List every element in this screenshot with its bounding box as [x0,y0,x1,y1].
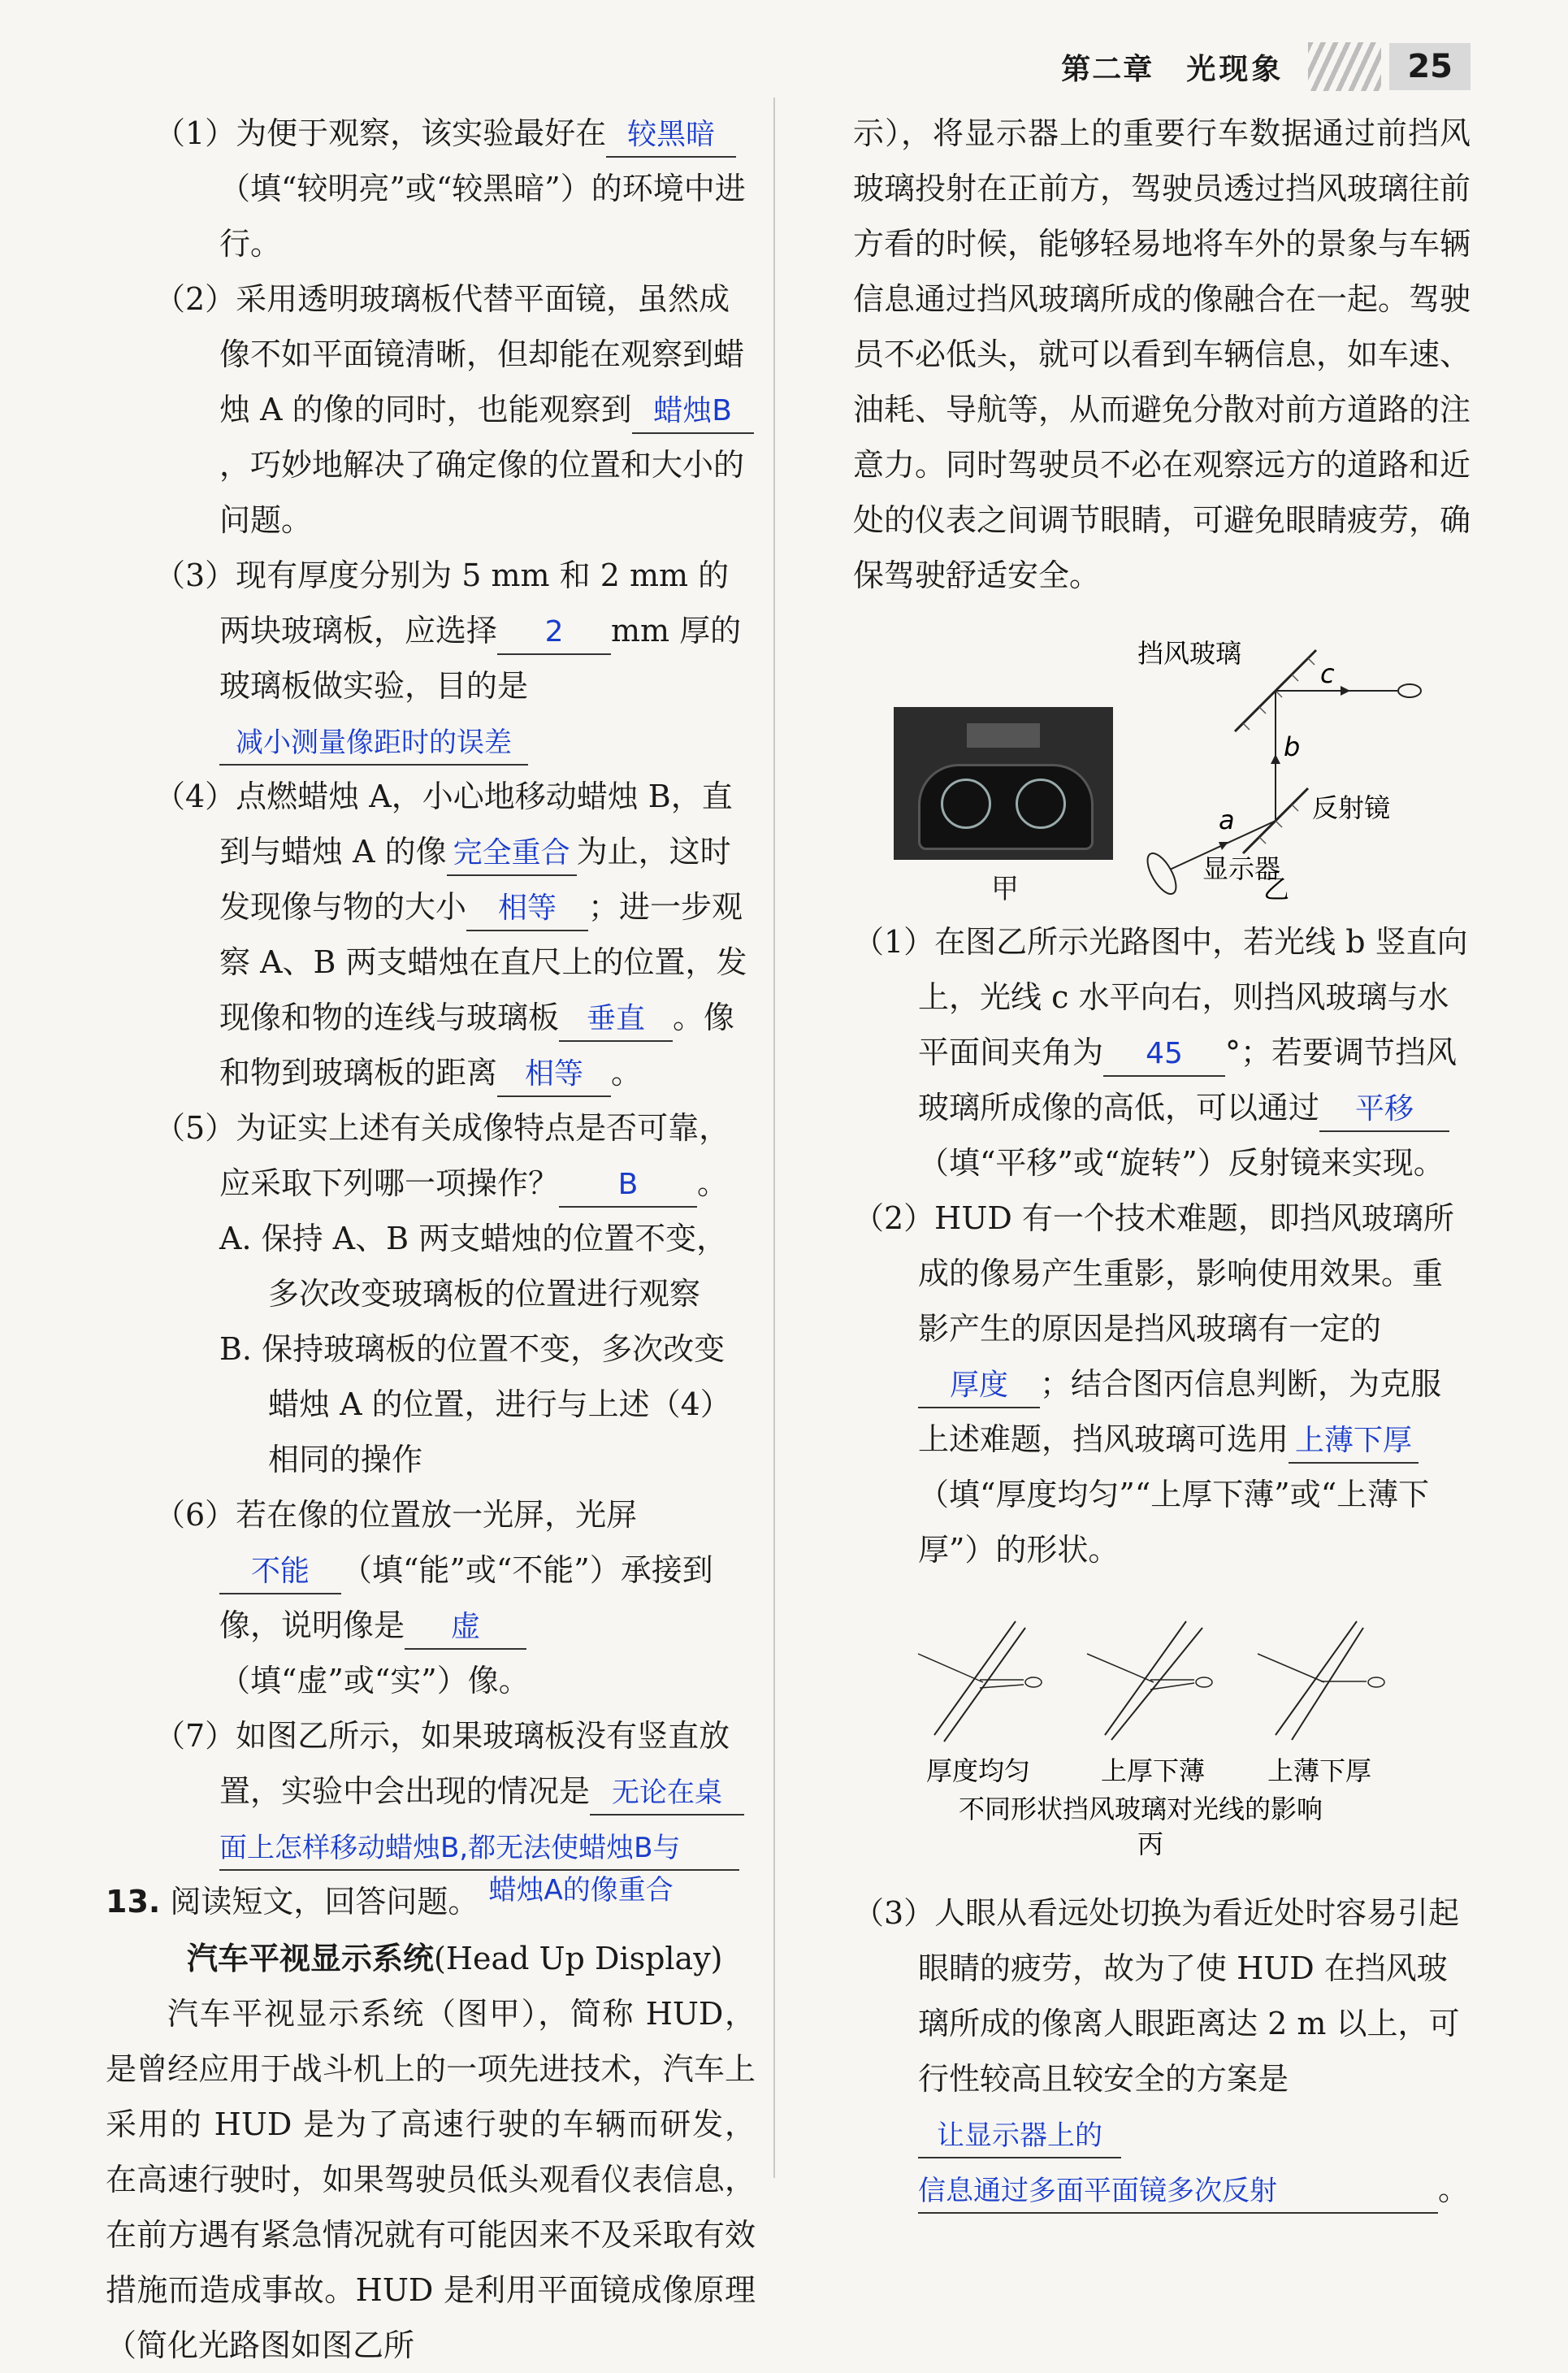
q6-tail: （填“虚”或“实”）像。 [219,1663,530,1698]
q3-answer-1: 2 [497,611,611,655]
hud-q1-answer-1: 45 [1103,1033,1225,1077]
q5-answer: B [559,1164,697,1208]
q1-answer: 较黑暗 [606,114,736,158]
q13-title-line [154,1931,756,1986]
hud-question-2 [853,1191,1471,1577]
q3-text: （3）现有厚度分别为 5 mm 和 2 mm 的两块玻璃板，应选择 [154,557,730,649]
q3-answer-2: 减小测量像距时的误差 [219,722,528,766]
q2-tail: ，巧妙地解决了确定像的位置和大小的问题。 [219,447,745,538]
q5-text: （5）为证实上述有关成像特点是否可靠，应采取下列哪一项操作？ [154,1110,730,1201]
mirror-hatching [1259,805,1298,844]
figure-row-jia-yi [894,634,1462,905]
display-icon [1142,849,1182,898]
label-b: b [1284,731,1301,762]
hud-q3-text: （3）人眼从看远处切换为看近处时容易引起眼睛的疲劳，故为了使 HUD 在挡风玻璃所成的像离人眼距离达 2 m 以上，可行性较高且较安全的方案是 [853,1895,1460,2097]
hud-q2-tail: （填“厚度均匀”“上厚下薄”或“上薄下厚”）的形状。 [918,1477,1430,1568]
column-divider [773,98,775,2178]
q13-prompt: 阅读短文，回答问题。 [170,1884,479,1920]
hud-q2-text: （2）HUD 有一个技术难题，即挡风玻璃所成的像易产生重影，影响使用效果。重影产生的原因是挡风玻璃有一定的 [853,1200,1454,1347]
fig-bing-label: 丙 [1137,1829,1164,1857]
q7-answer-b: 面上怎样移动蜡烛B,都无法使蜡烛B与 [219,1827,739,1871]
q5-option-a: A. 保持 A、B 两支蜡烛的位置不变，多次改变玻璃板的位置进行观察 [219,1221,728,1312]
bing-label-2: 上厚下薄 [1101,1755,1206,1786]
right-question-3 [853,1885,1471,2217]
q3-mid: mm 厚的玻璃板做实验，目的是 [219,613,742,704]
q13-number: 13. [106,1884,161,1920]
hud-q1-answer-2: 平移 [1319,1088,1449,1132]
q4-mid-3: 。像和物到玻璃板的距离 [219,1000,735,1091]
question-13 [106,1874,756,1931]
label-mirror: 反射镜 [1312,792,1391,823]
ray-c-arrow [1341,686,1350,696]
article-paragraph-1: 汽车平视显示系统（图甲），简称 HUD，是曾经应用于战斗机上的一项先进技术，汽车上采用的 HUD 是为了高速行驶的车辆而研发，在高速行驶时，如果驾驶员低头观看仪表信息，在前方遇有紧急情况就有可能因来不及采取有效措施而造成事故。HUD 是利用平面镜成像原理（简化光路图如图乙所 [106,1996,756,2363]
q6-answer-2: 虚 [405,1606,526,1650]
chapter-label: 第二章 [1061,51,1154,86]
q4-answer-4: 相等 [497,1053,611,1097]
glass-uniform [918,1621,1042,1742]
hud-q3-tail: 。 [1438,2171,1470,2207]
ray-b-arrow [1271,754,1280,764]
question-6 [154,1487,756,1708]
fig-jia-label: 甲 [991,873,1019,905]
article-title-en: (Head Up Display) [434,1941,723,1976]
hud-q2-answer-1: 厚度 [918,1364,1040,1408]
fig-yi-label: 乙 [1263,874,1290,902]
q2-text: （2）采用透明玻璃板代替平面镜，虽然成像不如平面镜清晰，但却能在观察到蜡烛 A 的像的同时，也能观察到 [154,281,745,427]
right-column [853,106,1471,603]
hud-question-1 [853,914,1471,1191]
question-5 [154,1100,756,1211]
bing-label-3: 上薄下厚 [1267,1755,1372,1786]
windshield-hatching [1243,658,1315,730]
right-questions [853,914,1471,1577]
q4-answer-3: 垂直 [559,998,673,1042]
hud-q3-answer-b: 信息通过多面平面镜多次反射 [918,2170,1438,2214]
q6-text: （6）若在像的位置放一光屏，光屏 [154,1497,638,1533]
label-c: c [1320,658,1335,689]
hud-question-3 [853,1885,1471,2217]
q4-answer-1: 完全重合 [447,832,577,876]
hud-q2-mid: ；结合图丙信息判断，为克服上述难题，挡风玻璃可选用 [918,1366,1442,1457]
header-stripes [1308,42,1381,91]
q2-answer: 蜡烛B [632,390,754,434]
q1-text: （1）为便于观察，该实验最好在 [154,115,607,151]
bing-label-1: 厚度均匀 [926,1755,1031,1786]
hud-q3-answer-a: 让显示器上的 [918,2115,1121,2158]
gauge-left [941,779,991,829]
q4-mid-1: 为止，这时发现像与物的大小 [219,834,731,925]
hud-q1-text: （1）在图乙所示光路图中，若光线 b 竖直向上，光线 c 水平向右，则挡风玻璃与水平面间夹角为 [853,924,1468,1070]
q7-answer-c: 蜡烛A的像重合 [488,1874,674,1907]
page-header [1061,39,1471,94]
eye-icon [1025,1677,1042,1687]
q5-option-b: B. 保持玻璃板的位置不变，多次改变蜡烛 A 的位置，进行与上述（4）相同的操作 [219,1331,731,1477]
q4-mid-2: ；进一步观察 A、B 两支蜡烛在直尺上的位置，发现像和物的连线与玻璃板 [219,889,747,1035]
bing-caption: 不同形状挡风玻璃对光线的影响 [959,1794,1323,1824]
optical-path-diagram [1137,634,1462,902]
hud-screen [967,723,1040,748]
question-1 [154,106,756,271]
glass-top-thin [1258,1621,1384,1740]
label-display: 显示器 [1202,853,1281,884]
hud-q2-answer-2: 上薄下厚 [1289,1420,1419,1464]
q7-answer-a: 无论在桌 [590,1772,744,1816]
label-a: a [1219,805,1235,835]
hud-q1-mid: °；若要调节挡风玻璃所成像的高低，可以通过 [918,1035,1458,1126]
question-2 [154,271,756,548]
article-title: 汽车平视显示系统 [187,1941,435,1976]
glass-top-thick [1087,1621,1212,1740]
q4-text: （4）点燃蜡烛 A，小心地移动蜡烛 B，直到与蜡烛 A 的像 [154,779,733,870]
question-7 [154,1708,756,1874]
eye-icon [1368,1677,1384,1687]
q4-answer-2: 相等 [466,887,588,931]
q1-tail: （填“较明亮”或“较黑暗”）的环境中进行。 [219,171,746,262]
q5-tail: 。 [697,1165,729,1201]
question-3 [154,548,756,769]
hud-q1-tail: （填“平移”或“旋转”）反射镜来实现。 [918,1145,1445,1181]
gauge-right [1016,779,1066,829]
label-windshield: 挡风玻璃 [1137,638,1242,669]
hud-dashboard-photo [894,707,1113,860]
section-label: 光现象 [1186,51,1284,86]
q7-text: （7）如图乙所示，如果玻璃板没有竖直放置，实验中会出现的情况是 [154,1718,730,1809]
left-column [106,106,756,2373]
question-4 [154,769,756,1100]
q6-answer-1: 不能 [219,1551,341,1594]
q4-tail: 。 [611,1055,643,1091]
eye-icon [1398,684,1421,697]
q6-mid: （填“能”或“不能”）承接到像，说明像是 [219,1552,713,1643]
eye-icon [1196,1677,1212,1687]
page-number: 25 [1389,43,1471,90]
article-paragraph-2: 示），将显示器上的重要行车数据通过前挡风玻璃投射在正前方，驾驶员透过挡风玻璃往前方看的时候，能够轻易地将车外的景象与车辆信息通过挡风玻璃所成的像融合在一起。驾驶员不必低头，就可以看到车辆信息，如车速、油耗、导航等，从而避免分散对前方道路的注意力。同时驾驶员不必在观察远方的道路和近处的仪表之间调节眼睛，可避免眼睛疲劳，确保驾驶舒适安全。 [853,115,1471,593]
figure-bing [902,1605,1471,1857]
